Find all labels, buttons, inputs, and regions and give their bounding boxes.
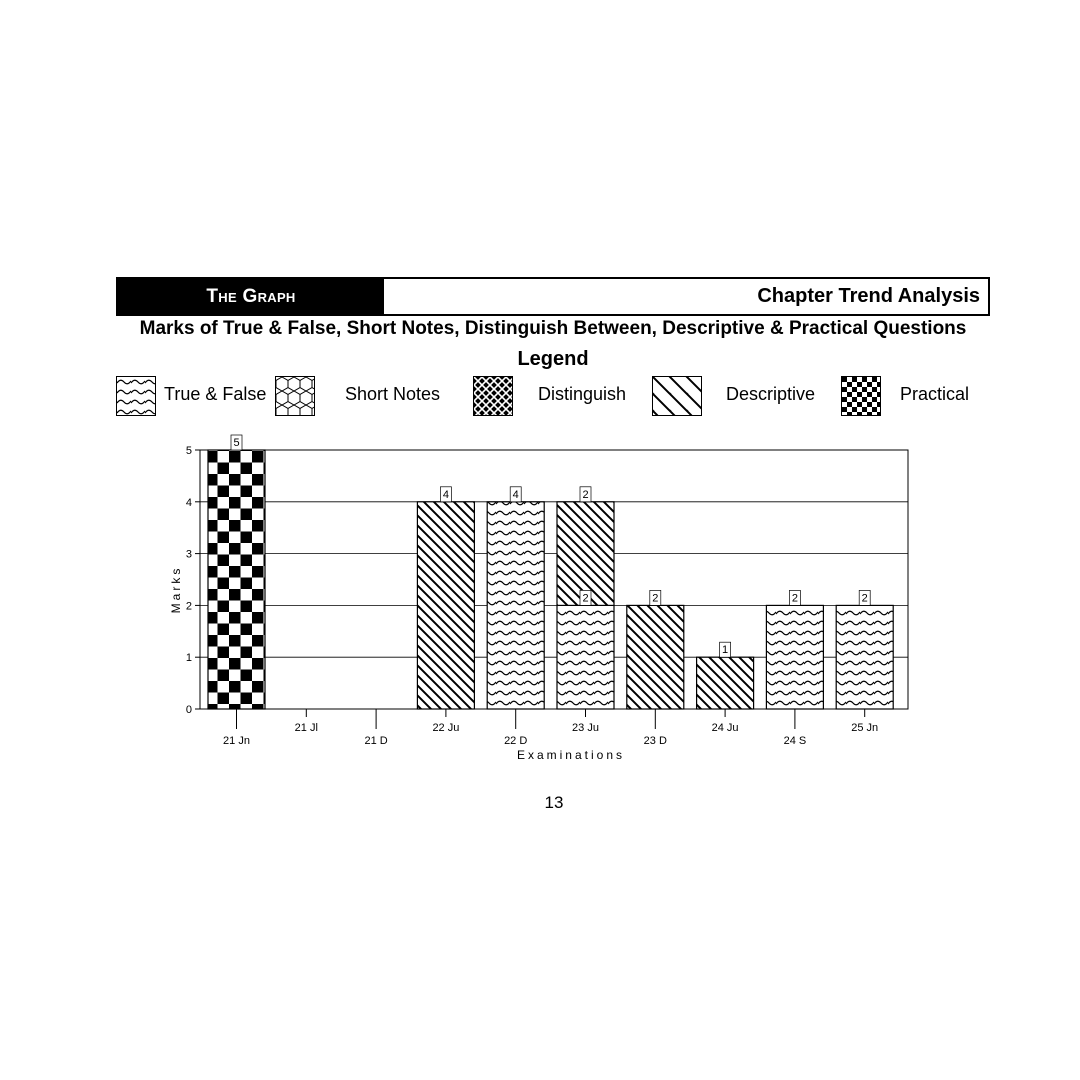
legend-swatch-descriptive-icon <box>652 376 702 416</box>
y-axis-title: Marks <box>169 565 183 614</box>
data-label: 2 <box>582 592 589 605</box>
y-tick-label: 2 <box>185 600 192 613</box>
bar-segment-diagonal-lines <box>557 502 614 606</box>
y-tick-label: 5 <box>185 445 192 457</box>
x-tick-label: 23 Ju <box>572 722 599 734</box>
stacked-bar-chart <box>160 428 920 773</box>
legend-label-short-notes: Short Notes <box>345 384 441 404</box>
x-tick-label: 24 Ju <box>711 722 739 734</box>
header-section-label: The Graph <box>118 279 384 314</box>
legend-label-true-false: True & False <box>164 384 267 404</box>
header-chapter-title: Chapter Trend Analysis <box>757 285 980 307</box>
page-number: 13 <box>544 793 564 812</box>
data-label: 2 <box>861 592 868 605</box>
x-tick-label: 24 S <box>783 735 807 747</box>
legend-swatch-distinguish-icon <box>473 376 513 416</box>
data-label: 2 <box>652 592 659 605</box>
legend-swatch-short-notes-icon <box>275 376 315 416</box>
legend-title: Legend <box>517 348 589 370</box>
x-tick-label: 21 D <box>364 735 388 747</box>
y-tick-label: 1 <box>185 652 192 665</box>
bar-segment-checkerboard <box>208 450 265 709</box>
legend-label-descriptive: Descriptive <box>726 384 816 404</box>
x-tick-label: 23 D <box>643 735 667 747</box>
data-label: 5 <box>233 437 240 449</box>
legend-label-practical: Practical <box>900 384 970 404</box>
x-tick-label: 21 Jn <box>223 735 250 747</box>
chart-subtitle: Marks of True & False, Short Notes, Distinguish Between, Descriptive & Practical Questions <box>139 318 967 339</box>
y-tick-label: 4 <box>185 496 192 509</box>
bar-segment-waves <box>766 605 823 709</box>
bar-segment-waves <box>487 502 544 709</box>
bar-segment-diagonal-lines <box>697 657 754 709</box>
x-tick-label: 21 Jl <box>294 722 318 734</box>
legend-swatch-true-false-icon <box>116 376 156 416</box>
x-tick-label: 22 D <box>504 735 528 747</box>
data-label: 4 <box>512 488 519 501</box>
bar-group <box>208 450 893 709</box>
x-tick-label: 25 Jn <box>851 722 879 734</box>
y-tick-label: 3 <box>185 548 192 561</box>
bar-segment-waves <box>836 605 893 709</box>
header-bar <box>116 277 990 316</box>
x-tick-label: 22 Ju <box>432 722 460 734</box>
data-label: 1 <box>722 644 729 657</box>
x-axis-title: Examinations <box>516 748 626 762</box>
y-tick-label: 0 <box>185 704 192 716</box>
data-label: 4 <box>442 488 449 501</box>
bar-segment-waves <box>557 605 614 709</box>
legend-label-distinguish: Distinguish <box>538 384 627 404</box>
data-label: 2 <box>582 488 589 501</box>
bar-segment-diagonal-lines <box>417 502 474 709</box>
data-label: 2 <box>791 592 798 605</box>
bar-segment-diagonal-lines <box>627 605 684 709</box>
legend-swatch-practical-icon <box>841 376 881 416</box>
